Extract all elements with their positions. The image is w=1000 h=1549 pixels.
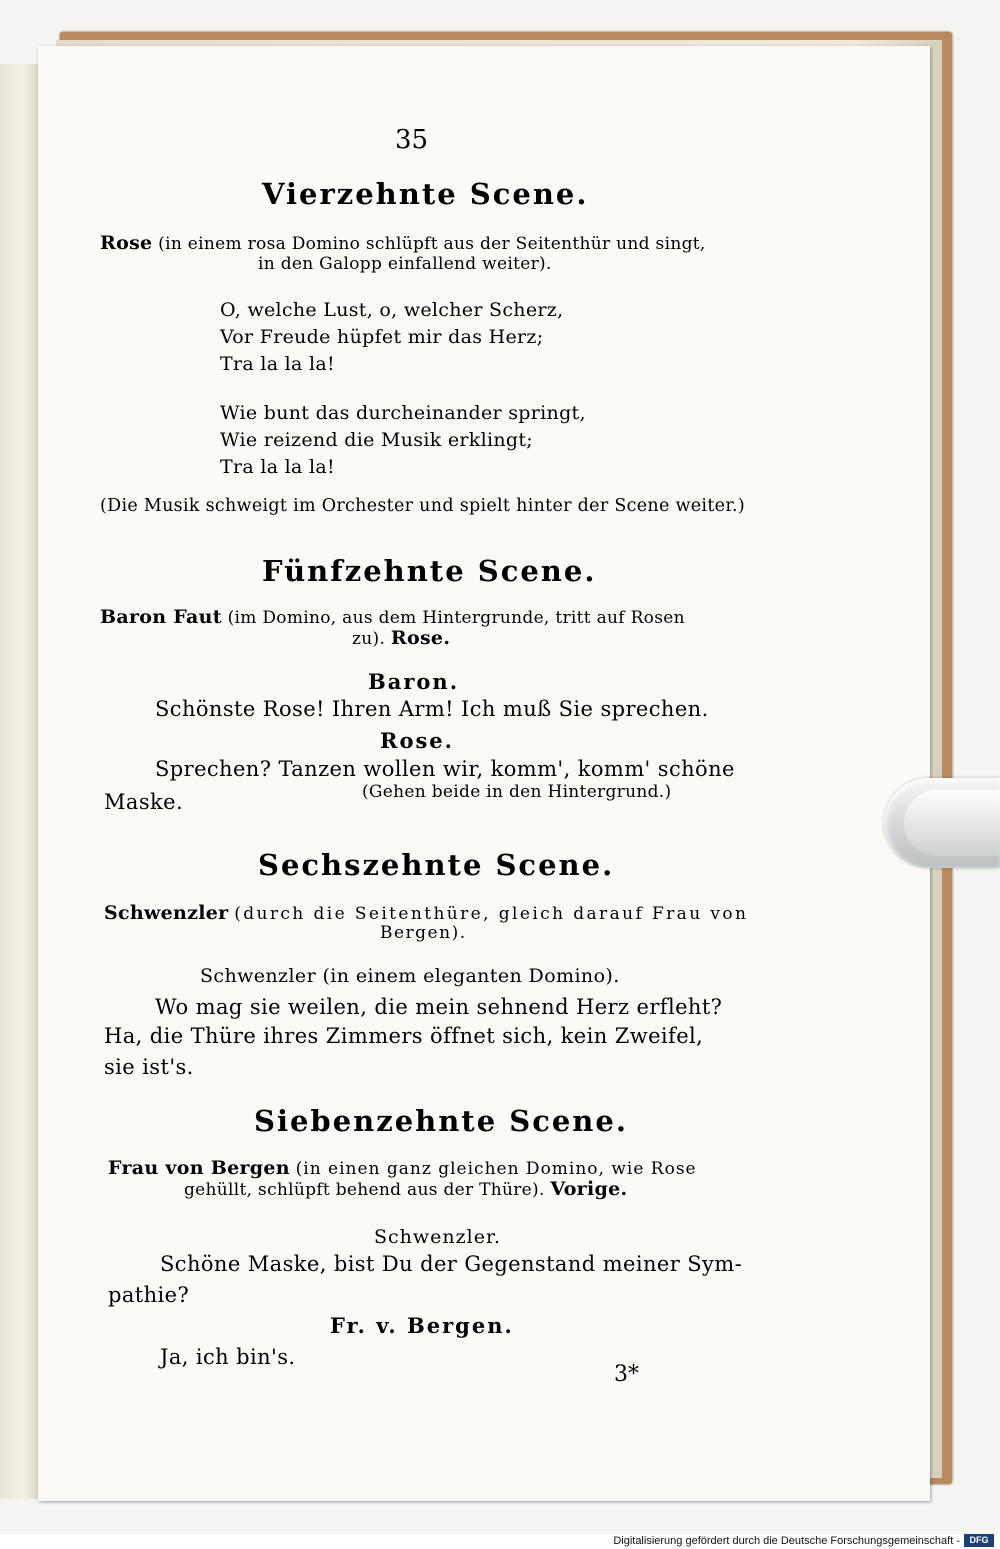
- speaker-name: Fr. v. Bergen.: [330, 1313, 514, 1338]
- stage-direction: (Gehen beide in den Hintergrund.): [362, 782, 672, 802]
- dialogue-line: Schönste Rose! Ihren Arm! Ich muß Sie sprechen.: [155, 697, 709, 721]
- stage-direction-text: zu).: [352, 629, 386, 649]
- speaker-rose: Rose.: [390, 627, 451, 649]
- speaker-name: Rose.: [380, 728, 454, 753]
- dialogue-line: Sprechen? Tanzen wollen wir, komm', komm' schöne: [155, 757, 735, 781]
- scene-15-direction: [100, 606, 685, 628]
- stage-direction-text: gehüllt, schlüpft behend aus der Thüre).: [184, 1180, 545, 1200]
- scene-17-heading: Siebenzehnte Scene.: [254, 1104, 628, 1138]
- dialogue-line: Schöne Maske, bist Du der Gegenstand meiner Sym-: [160, 1252, 743, 1276]
- stage-direction-text: (in einen ganz gleichen Domino, wie Rose: [295, 1159, 697, 1179]
- verse-line: Tra la la la!: [220, 456, 335, 478]
- stage-direction-text: (in einem rosa Domino schlüpft aus der Seitenthür und singt,: [158, 234, 706, 254]
- verse-line: Wie reizend die Musik erklingt;: [220, 429, 533, 451]
- stage-direction: (Die Musik schweigt im Orchester und spielt hinter der Scene weiter.): [100, 496, 746, 516]
- verse-line: O, welche Lust, o, welcher Scherz,: [220, 299, 564, 321]
- book-clip-highlight: [904, 790, 1000, 856]
- speaker-baron-faut: Baron Faut: [100, 606, 222, 628]
- stage-direction-text: (durch die Seitenthüre, gleich darauf Frau von: [234, 904, 749, 924]
- scene-15-heading: Fünfzehnte Scene.: [262, 554, 597, 588]
- speaker-schwenzler: Schwenzler: [104, 902, 229, 924]
- signature-mark: 3*: [614, 1362, 639, 1387]
- stage-direction-continued: [352, 627, 450, 649]
- footer-credit: Digitalisierung gefördert durch die Deutsche Forschungsgemeinschaft -: [613, 1535, 960, 1547]
- dialogue-line: Ja, ich bin's.: [160, 1345, 296, 1369]
- stage-direction-continued: in den Galopp einfallend weiter).: [258, 254, 552, 274]
- verse-line: Vor Freude hüpfet mir das Herz;: [220, 326, 544, 348]
- speaker-vorige: Vorige.: [550, 1178, 628, 1200]
- previous-page-edge: [0, 64, 41, 1499]
- verse-line: Tra la la la!: [220, 353, 335, 375]
- speaker-name: Schwenzler.: [374, 1226, 502, 1248]
- dfg-logo-icon: DFG: [964, 1534, 994, 1547]
- dialogue-line: Wo mag sie weilen, die mein sehnend Herz erfleht?: [155, 995, 723, 1019]
- speaker-name: Baron.: [368, 669, 460, 694]
- scene-14-heading: Vierzehnte Scene.: [262, 177, 589, 211]
- dialogue-line: Maske.: [104, 790, 184, 814]
- dialogue-line: Ha, die Thüre ihres Zimmers öffnet sich, kein Zweifel,: [104, 1024, 704, 1048]
- scene-17-direction: [108, 1157, 697, 1179]
- speaker-frau-von-bergen: Frau von Bergen: [108, 1157, 290, 1179]
- stage-direction-continued: Bergen).: [380, 923, 467, 943]
- speaker-name: Schwenzler (in einem eleganten Domino).: [200, 965, 620, 987]
- dialogue-line: pathie?: [108, 1283, 190, 1307]
- speaker-rose: Rose: [100, 232, 153, 254]
- stage-direction-continued: [184, 1178, 627, 1200]
- verse-line: Wie bunt das durcheinander springt,: [220, 402, 586, 424]
- scene-14-direction: [100, 232, 706, 254]
- page-number: 35: [395, 125, 429, 155]
- scene-16-direction: [104, 902, 748, 924]
- stage-direction-text: (im Domino, aus dem Hintergrunde, tritt auf Rosen: [227, 608, 685, 628]
- dialogue-line: sie ist's.: [104, 1055, 194, 1079]
- scene-16-heading: Sechszehnte Scene.: [258, 848, 615, 882]
